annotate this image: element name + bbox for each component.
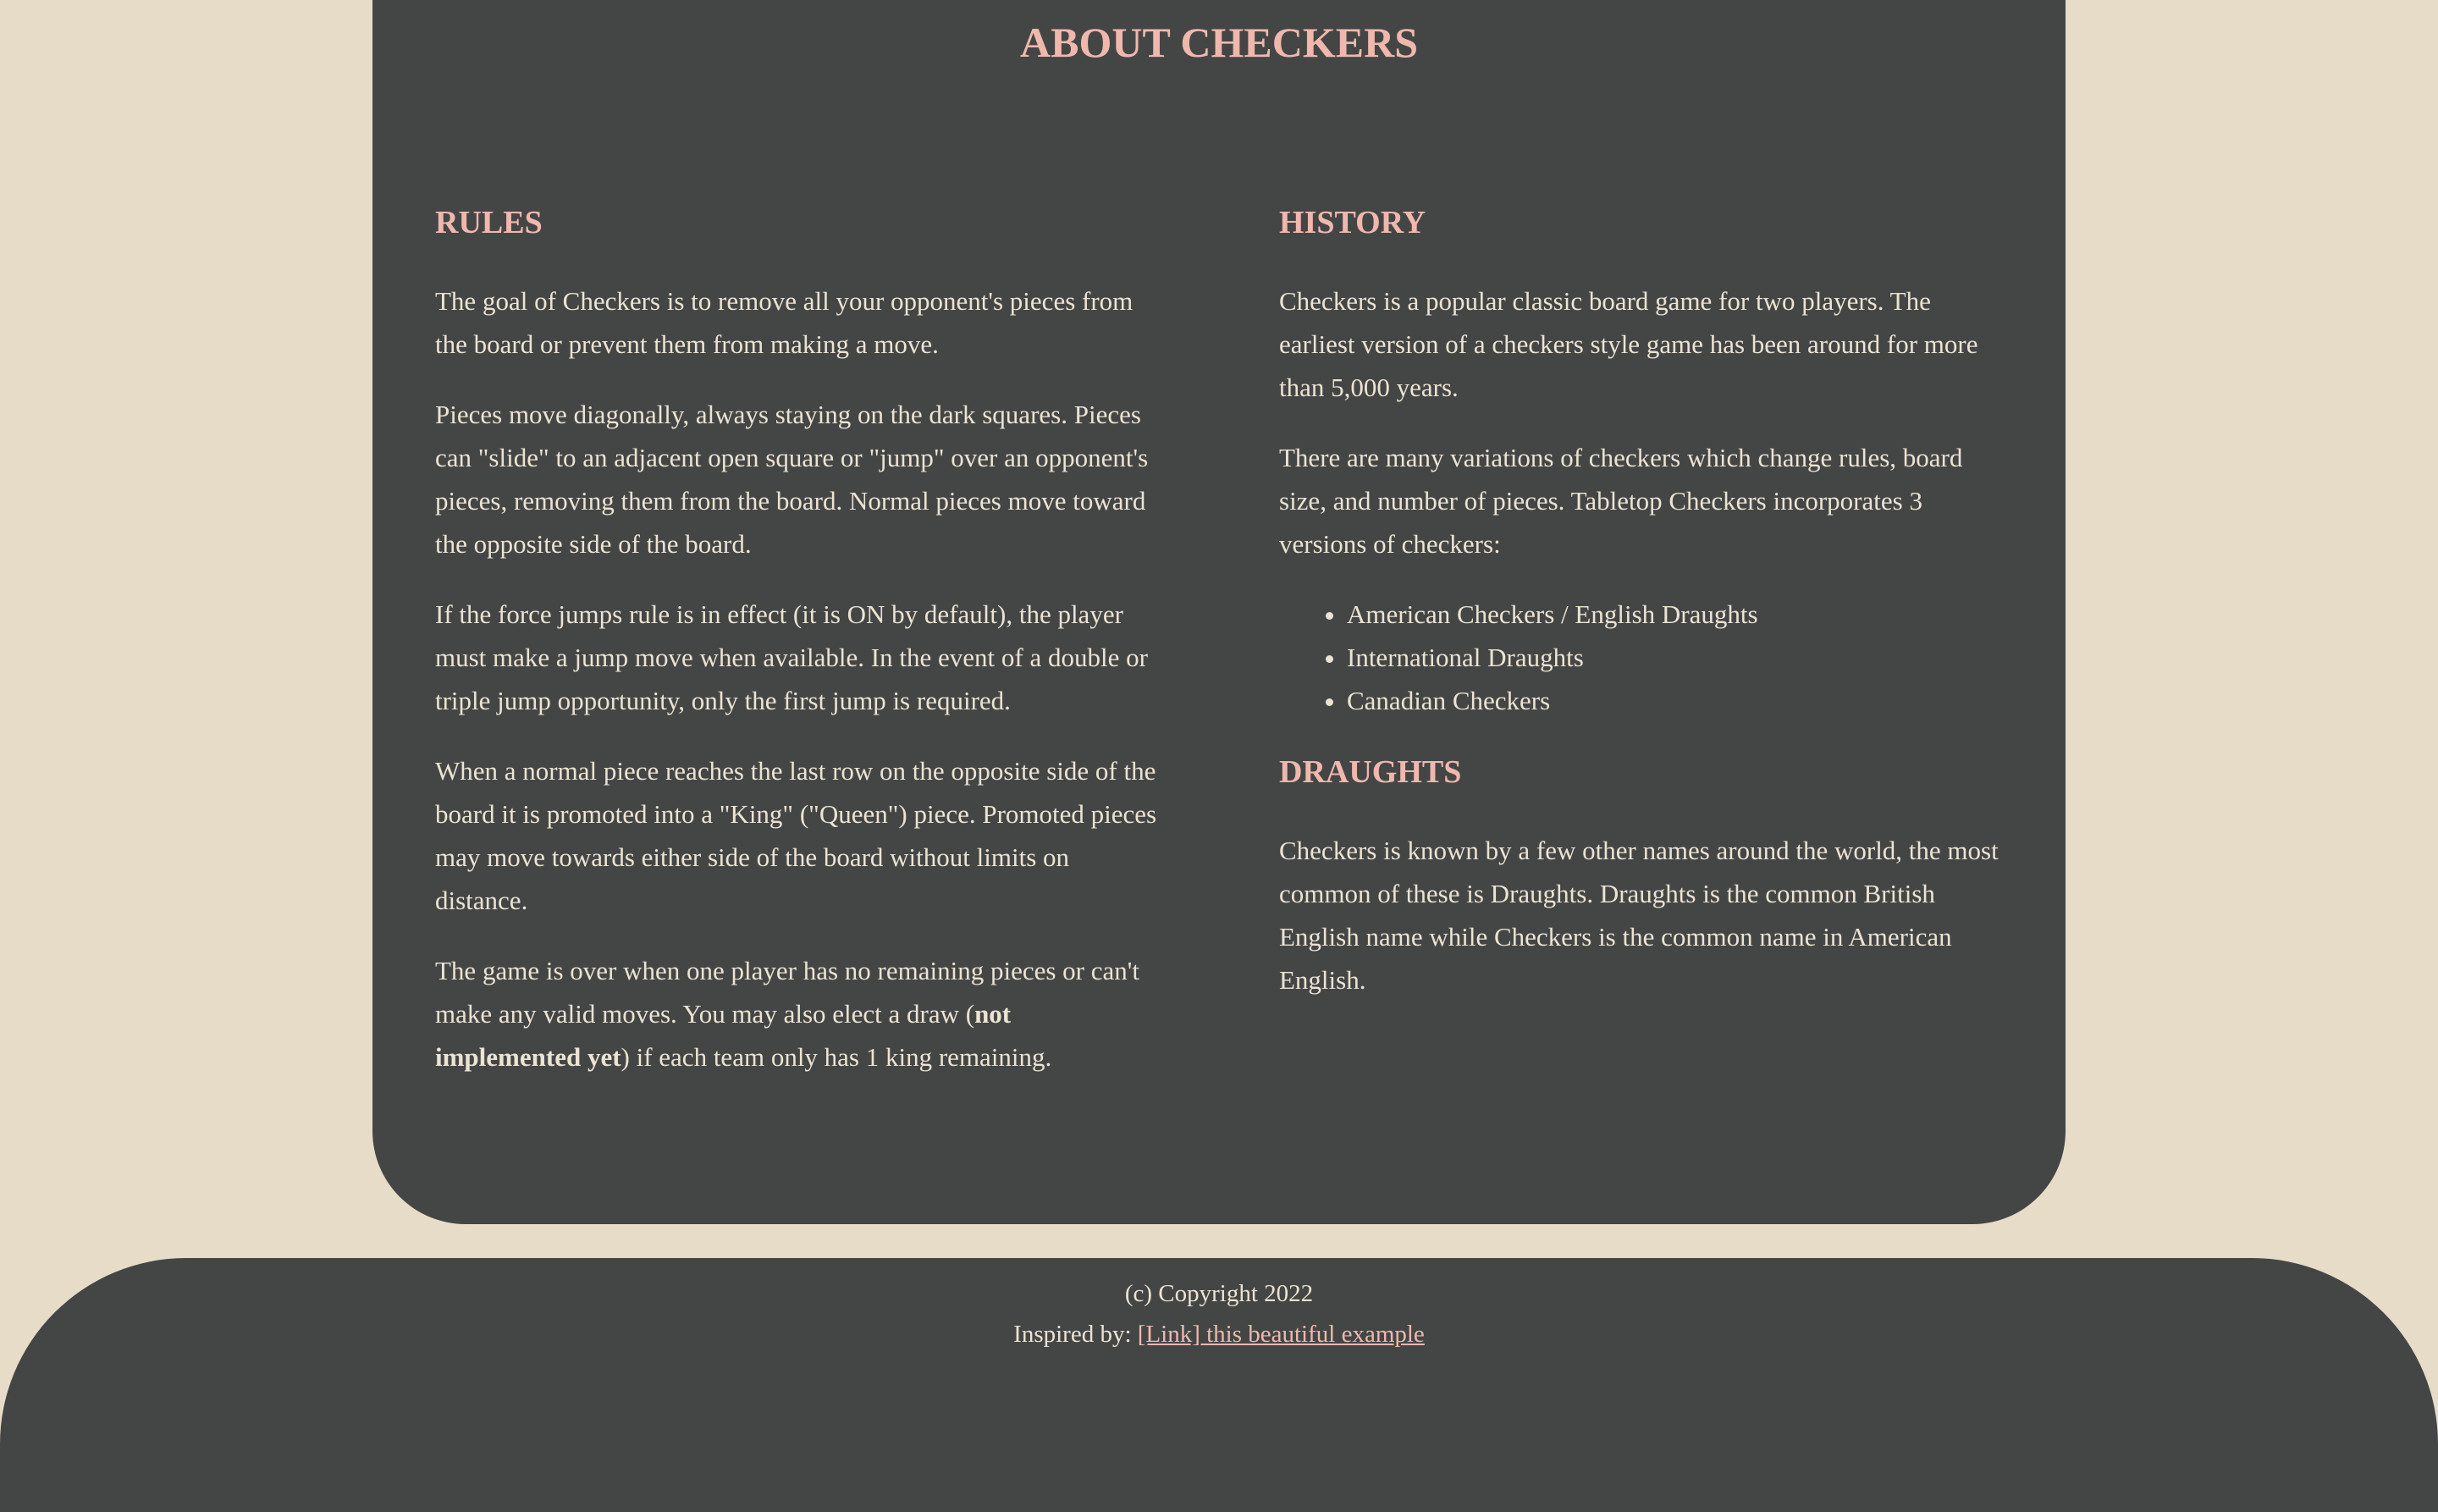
rules-heading: RULES	[435, 205, 543, 240]
draughts-paragraph: Checkers is known by a few other names around the world, the most common of these is Draughts. Draughts is the common British English name while Checkers is the common name in American English.	[1279, 836, 1999, 995]
rules-paragraph-game-over	[435, 949, 1163, 1079]
variants-list	[1279, 593, 2007, 722]
game-over-text-end: ) if each team only has 1 king remaining.	[621, 1042, 1052, 1072]
not-implemented-note: not implemented yet	[435, 999, 1012, 1072]
rules-column	[435, 200, 1163, 1106]
draughts-heading: DRAUGHTS	[1279, 754, 1462, 790]
history-column	[1279, 200, 2007, 1029]
list-item: • American Checkers / English Draughts	[1347, 593, 2007, 636]
about-section	[372, 0, 2066, 1224]
rules-paragraph-goal: The goal of Checkers is to remove all your opponent's pieces from the board or prevent them from making a move.	[435, 286, 1134, 359]
example-link[interactable]: [Link] this beautiful example	[1137, 1321, 1425, 1348]
rules-paragraph-movement: Pieces move diagonally, always staying on the dark squares. Pieces can "slide" to an adjacent open square or "jump" over an opponent's pieces, removing them from the board. Normal pieces move toward the opposite side of the board.	[435, 400, 1149, 559]
rules-paragraph-force-jumps: If the force jumps rule is in effect (it is ON by default), the player must make a jump move when available. In the event of a double or triple jump opportunity, only the first jump is required.	[435, 599, 1148, 715]
history-heading: HISTORY	[1279, 205, 1426, 240]
history-paragraph-variations: There are many variations of checkers which change rules, board size, and number of pieces. Tabletop Checkers incorporates 3 versions of checkers:	[1279, 443, 1963, 559]
page-title: ABOUT CHECKERS	[1019, 19, 1419, 66]
inspired-by-line	[0, 1316, 2438, 1353]
footer	[0, 1258, 2438, 1512]
inspired-label: Inspired by:	[1013, 1321, 1138, 1348]
game-over-text: The game is over when one player has no remaining pieces or can't make any valid moves. You may also elect a draw (	[435, 956, 1139, 1029]
list-item: • International Draughts	[1347, 636, 2007, 679]
history-paragraph-intro: Checkers is a popular classic board game for two players. The earliest version of a checkers style game has been around for more than 5,000 years.	[1279, 286, 1978, 402]
rules-paragraph-king: When a normal piece reaches the last row on the opposite side of the board it is promoted into a "King" ("Queen") piece. Promoted pieces may move towards either side of the board without limits on distance.	[435, 756, 1157, 915]
list-item: • Canadian Checkers	[1347, 679, 2007, 722]
copyright-text: (c) Copyright 2022	[1124, 1280, 1314, 1307]
